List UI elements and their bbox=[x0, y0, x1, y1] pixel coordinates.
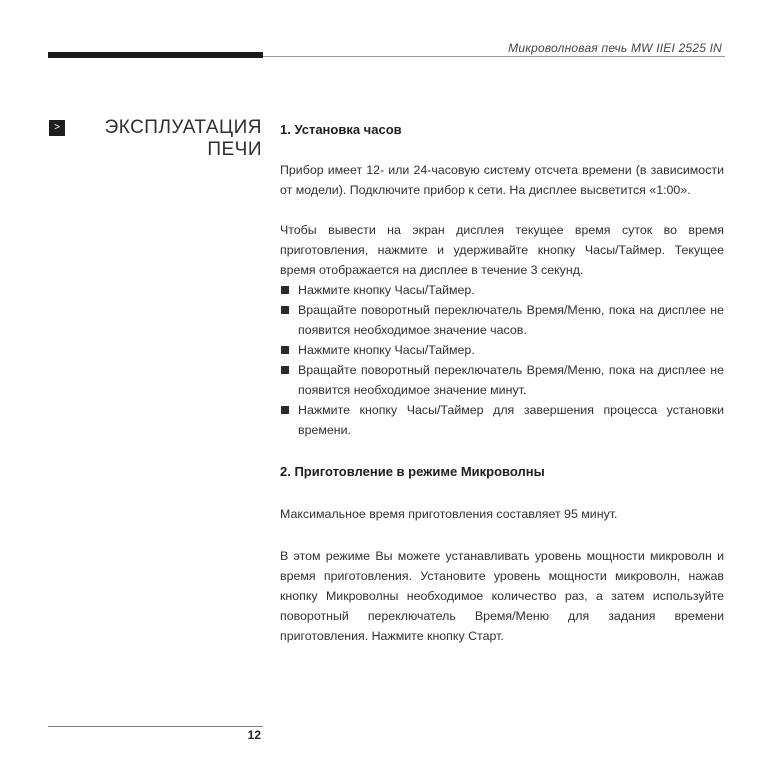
footer-rule bbox=[48, 726, 263, 727]
bullet-square-icon bbox=[281, 286, 289, 294]
section-title-line2: ПЕЧИ bbox=[207, 139, 262, 160]
microwave-instructions: В этом режиме Вы можете устанавливать уровень мощности микроволн и время приготовления. Установите уровень мощности микроволн, нажав кнопку Микроволны необходимое количество раз, а затем используйте поворотный переключатель Время/Меню для задания времени приготовления. Нажмите кнопку Старт. bbox=[280, 549, 724, 643]
section-title-line1: ЭКСПЛУАТАЦИЯ bbox=[104, 117, 262, 138]
header-accent-bar bbox=[48, 52, 263, 58]
clock-display-text: Чтобы вывести на экран дисплея текущее время суток во время приготовления, нажмите и удерживайте кнопку Часы/Таймер. Текущее время отображается на дисплее в течение 3 секунд. bbox=[280, 223, 724, 277]
model-header: Микроволновая печь MW IIEI 2525 IN bbox=[508, 41, 722, 55]
step-text: Вращайте поворотный переключатель Время/Меню, пока на дисплее не появится необходимое значение минут. bbox=[298, 363, 724, 397]
list-item bbox=[280, 400, 724, 440]
bullet-square-icon bbox=[281, 366, 289, 374]
bullet-square-icon bbox=[281, 406, 289, 414]
bullet-square-icon bbox=[281, 306, 289, 314]
page-number: 12 bbox=[247, 728, 261, 742]
page-content bbox=[280, 120, 724, 646]
clock-heading: 1. Установка часов bbox=[280, 122, 402, 137]
step-text: Нажмите кнопку Часы/Таймер для завершения процесса установки времени. bbox=[298, 403, 724, 437]
clock-steps-list bbox=[280, 280, 724, 440]
microwave-max-time: Максимальное время приготовления составляет 95 минут. bbox=[280, 507, 618, 521]
section-title bbox=[90, 117, 262, 161]
microwave-heading: 2. Приготовление в режиме Микроволны bbox=[280, 464, 545, 479]
bullet-square-icon bbox=[281, 346, 289, 354]
list-item bbox=[280, 280, 724, 300]
header-rule bbox=[263, 56, 725, 57]
step-text: Нажмите кнопку Часы/Таймер. bbox=[298, 343, 475, 357]
step-text: Нажмите кнопку Часы/Таймер. bbox=[298, 283, 475, 297]
step-text: Вращайте поворотный переключатель Время/Меню, пока на дисплее не появится необходимое значение часов. bbox=[298, 303, 724, 337]
clock-intro: Прибор имеет 12- или 24-часовую систему отсчета времени (в зависимости от модели). Подключите прибор к сети. На дисплее высветится «1:00». bbox=[280, 163, 724, 197]
list-item bbox=[280, 360, 724, 400]
list-item bbox=[280, 340, 724, 360]
list-item bbox=[280, 300, 724, 340]
section-marker-icon: > bbox=[49, 120, 65, 136]
